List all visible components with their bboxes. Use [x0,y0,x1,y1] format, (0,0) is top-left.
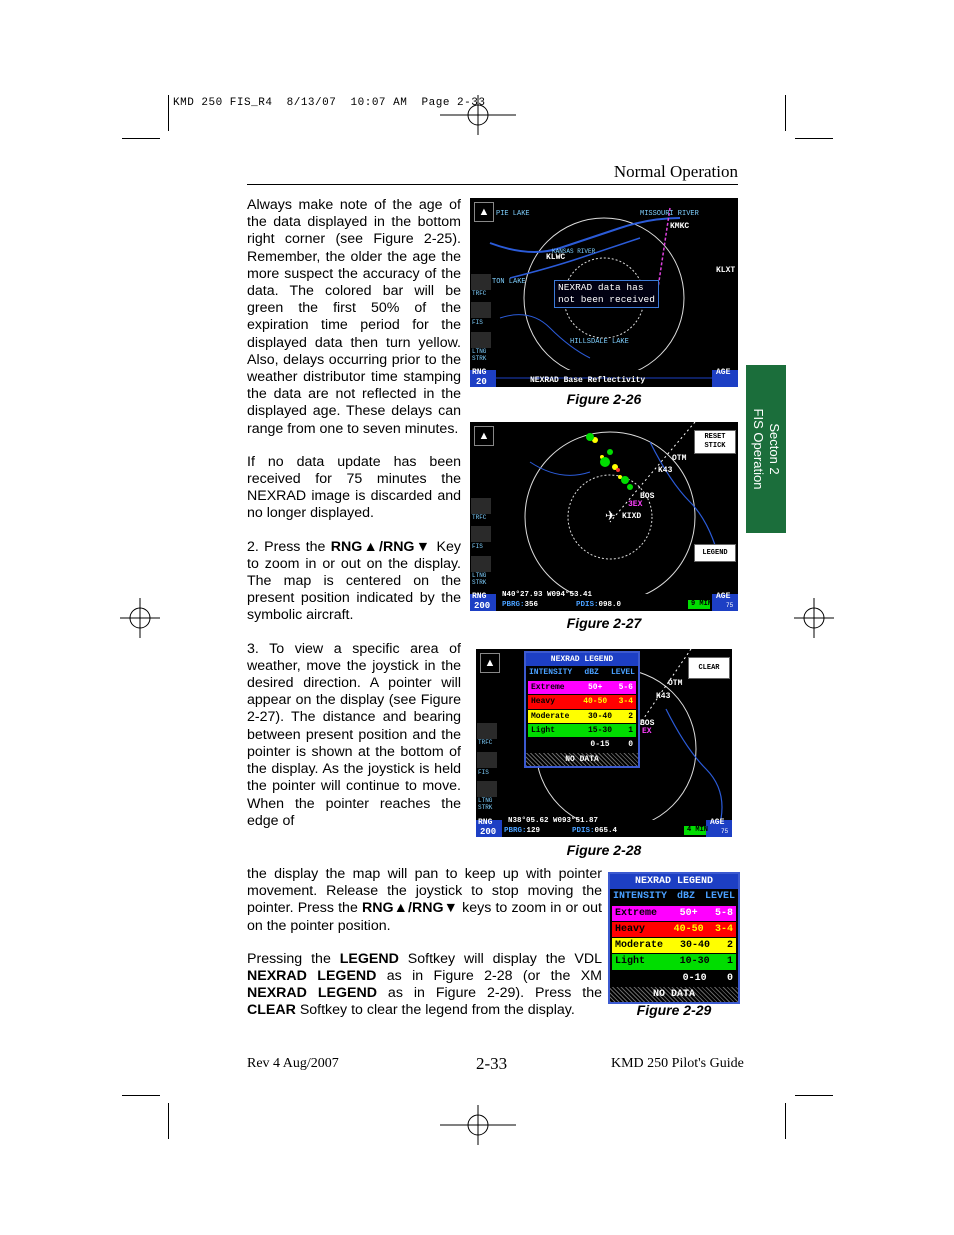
reset-stick-button[interactable]: RESET STICK [694,430,736,454]
legend-cell-dbz: 30-40 [679,940,710,952]
softkey-fis[interactable]: FIS [472,319,483,326]
section-tab-line1: Secton 2 [767,423,782,475]
map-label: OTM [668,679,683,688]
figure-caption: Figure 2-29 [636,1002,712,1018]
legend-cell-level: 1 [726,956,733,968]
aircraft-icon: ✈ [605,508,616,523]
softkey-trfc[interactable]: TRFC [472,514,487,521]
softkey-ltng[interactable]: LTNG STRK [472,348,487,362]
legend-cell-name: Extreme [615,907,658,919]
softkey-fis[interactable]: FIS [478,769,489,776]
registration-mark [440,1105,516,1145]
rng-value: 20 [476,377,487,387]
legend-title: NEXRAD LEGEND [526,653,638,666]
legend-cell-name: Heavy [531,697,556,707]
north-arrow-icon: ▲ [474,202,494,222]
legend-row [612,938,736,953]
softkey-trfc[interactable]: TRFC [478,739,493,746]
section-tab [746,365,786,533]
paragraph: 2. Press the RNG▲/RNG▼ Key to zoom in or out on the display. The map is centered on the present position indicated by the symbolic aircraft. [247,538,461,624]
legend-cell-name [615,971,662,986]
legend-row [612,971,736,986]
nexrad-legend-panel: NEXRAD LEGEND INTENSITY dBZ LEVEL Extreme 50+ 5-6 Heavy 40-50 3-4 Moderate 30-40 2 Light 15-30 1 0-15 0 NO DATA [524,651,640,768]
print-slug: KMD 250 FIS_R4 8/13/07 10:07 AM Page 2-33 [173,97,486,109]
map-label: KLWC [546,253,566,262]
north-arrow-icon: ▲ [480,653,500,673]
map-label: MISSOURI RIVER [640,210,699,218]
legend-cell-dbz: 10-30 [679,956,710,968]
legend-row [528,710,636,723]
softkey-ltng[interactable]: LTNG STRK [478,797,493,811]
registration-mark [794,598,834,638]
legend-button[interactable]: LEGEND [694,544,736,562]
paragraph: If no data update has been received for 75 minutes the NEXRAD image is discarded and no longer displayed. [247,453,461,522]
nexrad-message: NEXRAD data has not been received [554,280,659,308]
map-label: 3EX [628,500,643,509]
legend-cell-dbz: 0-10 [682,972,707,984]
legend-cell-level: 5-8 [714,907,733,919]
figure-caption: Figure 2-26 [566,391,642,407]
legend-cell-name: Light [531,726,556,736]
age-label: AGE [710,818,725,827]
legend-cell-dbz: 50+ [587,682,603,692]
age-expiry: 75 [721,828,729,835]
header-rule [247,184,738,185]
legend-cell-dbz: 40-50 [583,697,608,707]
legend-cell-level: 2 [726,940,733,952]
running-header: Normal Operation [613,162,738,181]
map-label: EX [642,727,652,736]
figure-2-28-display [476,649,732,837]
map-label: KANSAS RIVER [552,248,596,255]
crop-mark [785,1103,786,1139]
pointer-bearing: PBRG:356 [502,601,539,609]
legend-row [612,922,736,937]
legend-cell-dbz: 0-15 [590,740,610,750]
no-data-row: NO DATA [526,753,638,766]
legend-row [612,906,736,921]
figure-2-27-display [470,422,738,611]
clear-button[interactable]: CLEAR [688,657,730,679]
crop-mark [168,1103,169,1139]
figure-2-26-display [470,198,738,387]
rng-label: RNG [478,818,493,827]
footer-revision: Rev 4 Aug/2007 [247,1056,339,1071]
pointer-coords: N38°05.62 W093°51.87 [508,817,599,825]
legend-cell-level: 0 [726,972,733,984]
registration-mark [120,598,160,638]
age-value: 9 MIN [691,600,713,608]
map-label: KMKC [670,222,690,231]
figure-2-29-legend: NEXRAD LEGEND INTENSITY dBZ LEVEL Extreme 50+ 5-8 Heavy 40-50 3-4 Moderate 30-40 2 Light 10-30 1 0-10 0 NO DATA [608,872,740,1004]
rng-label: RNG [472,592,487,601]
age-label: AGE [716,592,731,601]
body-column [247,197,461,830]
legend-cell-dbz: 40-50 [673,923,704,935]
map-label: OTM [672,454,687,463]
legend-cell-name: Moderate [615,940,664,952]
legend-cell-level: 1 [628,726,633,736]
rng-value: 200 [480,827,497,837]
figure-caption: Figure 2-27 [566,615,642,631]
crop-mark [795,1095,833,1096]
crop-mark [785,95,786,131]
pointer-distance: PDIS:098.0 [576,601,622,609]
age-expiry: 75 [726,602,734,609]
legend-title: NEXRAD LEGEND [610,874,738,889]
softkey-trfc[interactable]: TRFC [472,290,487,297]
paragraph: the display the map will pan to keep up with pointer movement. Release the joystick to stop moving the pointer. Press the RNG▲/RNG▼ keys to zoom in or out on the pointer position. [247,866,602,934]
map-label: HILLSDALE LAKE [570,338,629,346]
crop-mark [168,95,169,131]
legend-row [528,724,636,737]
pointer-distance: PDIS:065.4 [572,827,618,835]
legend-cell-dbz: 50+ [679,907,698,919]
legend-cell-name: Light [615,956,646,968]
figure-caption: Figure 2-28 [566,842,642,858]
page-number: 2-33 [476,1054,508,1073]
legend-row [528,738,636,751]
legend-cell-level: 2 [628,711,633,721]
legend-cell-dbz: 15-30 [587,726,612,736]
north-arrow-icon: ▲ [474,426,494,446]
pointer-coords: N40°27.93 W094°53.41 [502,591,593,599]
crop-mark [795,138,833,139]
softkey-fis[interactable]: FIS [472,543,483,550]
map-label: PIE LAKE [496,210,530,218]
pointer-bearing: PBRG:129 [504,827,541,835]
rng-value: 200 [474,601,491,611]
section-tab-line2: FIS Operation [751,408,766,490]
legend-cell-dbz: 30-40 [587,711,612,721]
legend-cell-name: Moderate [531,711,570,721]
map-label: K43 [658,466,673,475]
paragraph: Pressing the LEGEND Softkey will display the VDL NEXRAD LEGEND as in Figure 2-28 (or the XM NEXRAD LEGEND as in Figure 2-29). Press the CLEAR Softkey to clear the legend from the display. [247,950,602,1019]
rng-label: RNG [472,368,487,377]
status-text: NEXRAD Base Reflectivity [530,376,646,385]
crop-mark [122,1095,160,1096]
age-value: 4 MIN [687,826,709,834]
paragraph: Always make note of the age of the data displayed in the bottom right corner (see Figure 2-25). Remember, the older the age the more suspect the accuracy of the data. The colored bar will be green the first 50% of the expiration time period for the displayed data then turn yellow. Also, delays occurring prior to the weather distributor time stamping the data are not reflected in the displayed age. These delays can range from one to seven minutes. [247,197,461,437]
map-label: KIXD [622,512,642,521]
legend-cell-level: 3-4 [618,697,633,707]
map-label: TON LAKE [492,278,526,286]
map-label: KLXT [716,266,736,275]
legend-cell-level: 0 [628,740,633,750]
map-label: BOS [640,719,655,728]
softkey-ltng[interactable]: LTNG STRK [472,572,487,586]
legend-row [612,954,736,969]
rng-key: RNG▲/RNG▼ [330,538,432,555]
legend-cell-level: 5-6 [618,682,633,692]
legend-cell-level: 3-4 [714,923,733,935]
legend-cell-name: Heavy [615,923,646,935]
map-label: K43 [656,692,671,701]
body-wide [247,866,602,1036]
no-data-row: NO DATA [610,987,738,1002]
age-label: AGE [716,368,731,377]
paragraph: 3. To view a specific area of weather, move the joystick in the desired direction. A pointer will appear on the display (see Figure 2-27). The distance and bearing between present position and the pointer is shown at the bottom of the display. As the joystick is held the pointer will continue to move. When the pointer reaches the edge of [247,640,461,829]
legend-cell-name: Extreme [531,682,565,692]
legend-cell-name [531,738,572,751]
crop-mark [122,138,160,139]
legend-row [528,681,636,694]
footer-title: KMD 250 Pilot's Guide [611,1056,744,1071]
legend-row [528,695,636,708]
map-label: BOS [640,492,655,501]
